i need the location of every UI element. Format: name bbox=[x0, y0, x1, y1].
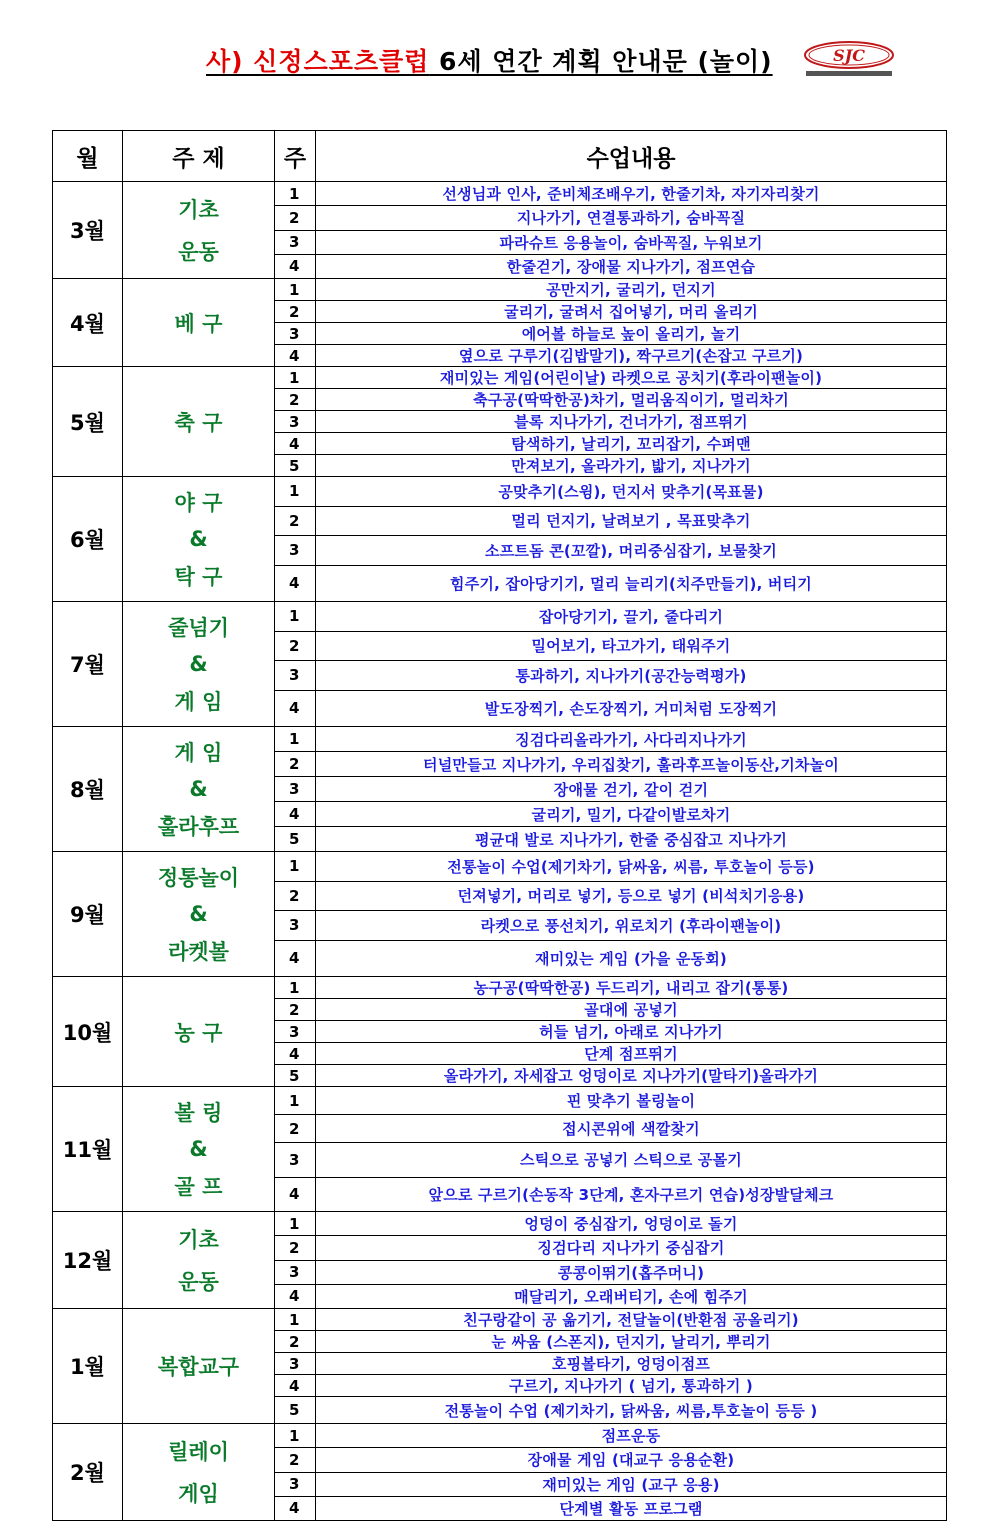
table-row bbox=[53, 602, 947, 632]
week-number: 4 bbox=[275, 1043, 316, 1065]
theme-cell bbox=[123, 182, 275, 279]
week-number: 3 bbox=[275, 911, 316, 941]
month-cell: 4월 bbox=[53, 279, 123, 367]
lesson-content: 골대에 공넣기 bbox=[316, 999, 947, 1021]
week-number: 5 bbox=[275, 827, 316, 852]
lesson-content: 터널만들고 지나가기, 우리집찾기, 훌라후프놀이동산,기차놀이 bbox=[316, 752, 947, 777]
theme-line: & bbox=[189, 1137, 208, 1161]
week-number: 3 bbox=[275, 1021, 316, 1043]
lesson-content: 농구공(딱딱한공) 두드리기, 내리고 잡기(통통) bbox=[316, 977, 947, 999]
lesson-content: 재미있는 게임 (가을 운동회) bbox=[316, 940, 947, 976]
lesson-content: 징검다리올라가기, 사다리지나가기 bbox=[316, 727, 947, 752]
theme-line: & bbox=[189, 902, 208, 926]
lesson-content: 소프트돔 콘(꼬깔), 머리중심잡기, 보물찾기 bbox=[316, 536, 947, 566]
theme-line: 탁 구 bbox=[174, 565, 223, 589]
theme-line: & bbox=[189, 777, 208, 801]
table-row bbox=[53, 477, 947, 507]
week-number: 3 bbox=[275, 661, 316, 691]
title-rest: 6세 연간 계획 안내문 (놀이) bbox=[429, 47, 773, 76]
lesson-content: 공만지기, 굴리기, 던지기 bbox=[316, 279, 947, 301]
week-number: 1 bbox=[275, 977, 316, 999]
month-cell: 9월 bbox=[53, 852, 123, 977]
lesson-content: 점프운동 bbox=[316, 1424, 947, 1448]
month-cell: 7월 bbox=[53, 602, 123, 727]
lesson-content: 단계별 활동 프로그램 bbox=[316, 1496, 947, 1520]
week-number: 3 bbox=[275, 1143, 316, 1177]
week-number: 2 bbox=[275, 206, 316, 230]
lesson-content: 선생님과 인사, 준비체조배우기, 한줄기차, 자기자리찾기 bbox=[316, 182, 947, 206]
lesson-content: 단계 점프뛰기 bbox=[316, 1043, 947, 1065]
theme-line: 골 프 bbox=[174, 1175, 223, 1199]
lesson-content: 징검다리 지나가기 중심잡기 bbox=[316, 1236, 947, 1260]
theme-cell bbox=[123, 1087, 275, 1212]
lesson-content: 매달리기, 오래버티기, 손에 힘주기 bbox=[316, 1284, 947, 1308]
lesson-content: 재미있는 게임(어린이날) 라켓으로 공치기(후라이팬놀이) bbox=[316, 367, 947, 389]
table-row bbox=[53, 852, 947, 882]
theme-line: 게임 bbox=[178, 1482, 219, 1506]
week-number: 2 bbox=[275, 999, 316, 1021]
week-number: 3 bbox=[275, 1353, 316, 1375]
theme-line: 릴레이 bbox=[168, 1440, 229, 1464]
lesson-content: 구르기, 지나가기 ( 넘기, 통과하기 ) bbox=[316, 1375, 947, 1397]
lesson-content: 핀 맞추기 볼링놀이 bbox=[316, 1087, 947, 1115]
lesson-content: 엉덩이 중심잡기, 엉덩이로 돌기 bbox=[316, 1212, 947, 1236]
week-number: 2 bbox=[275, 752, 316, 777]
lesson-content: 공맞추기(스윙), 던지서 맞추기(목표물) bbox=[316, 477, 947, 507]
week-number: 5 bbox=[275, 455, 316, 477]
lesson-content: 발도장찍기, 손도장찍기, 거미처럼 도장찍기 bbox=[316, 690, 947, 726]
week-number: 1 bbox=[275, 1212, 316, 1236]
week-number: 2 bbox=[275, 1331, 316, 1353]
lesson-content: 평균대 발로 지나가기, 한줄 중심잡고 지나가기 bbox=[316, 827, 947, 852]
lesson-content: 호핑볼타기, 엉덩이점프 bbox=[316, 1353, 947, 1375]
lesson-content: 파라슈트 응용놀이, 숨바꼭질, 누워보기 bbox=[316, 230, 947, 254]
theme-line: 복합교구 bbox=[157, 1355, 240, 1379]
week-number: 2 bbox=[275, 1236, 316, 1260]
theme-cell bbox=[123, 367, 275, 477]
lesson-content: 재미있는 게임 (교구 응용) bbox=[316, 1472, 947, 1496]
theme-line: 농 구 bbox=[174, 1020, 223, 1045]
org-name: 사) 신정스포츠클럽 bbox=[206, 47, 430, 76]
week-number: 2 bbox=[275, 1115, 316, 1143]
theme-cell bbox=[123, 727, 275, 852]
theme-line: & bbox=[189, 652, 208, 676]
month-cell: 6월 bbox=[53, 477, 123, 602]
lesson-content: 눈 싸움 (스폰지), 던지기, 날리기, 뿌리기 bbox=[316, 1331, 947, 1353]
week-number: 1 bbox=[275, 1309, 316, 1331]
theme-cell bbox=[123, 602, 275, 727]
week-number: 3 bbox=[275, 1260, 316, 1284]
week-number: 3 bbox=[275, 411, 316, 433]
lesson-content: 굴리기, 밀기, 다같이발로차기 bbox=[316, 802, 947, 827]
theme-line: 기초 bbox=[178, 198, 219, 222]
sjc-logo bbox=[800, 40, 898, 80]
theme-line: 기초 bbox=[178, 1228, 219, 1252]
table-row bbox=[53, 367, 947, 389]
table-row bbox=[53, 1087, 947, 1115]
week-number: 1 bbox=[275, 477, 316, 507]
week-number: 2 bbox=[275, 631, 316, 661]
lesson-content: 라켓으로 풍선치기, 위로치기 (후라이팬놀이) bbox=[316, 911, 947, 941]
week-number: 4 bbox=[275, 1375, 316, 1397]
month-cell: 5월 bbox=[53, 367, 123, 477]
theme-line: 볼 링 bbox=[174, 1101, 223, 1125]
month-cell: 10월 bbox=[53, 977, 123, 1087]
lesson-content: 허들 넘기, 아래로 지나가기 bbox=[316, 1021, 947, 1043]
month-cell: 12월 bbox=[53, 1212, 123, 1309]
week-number: 4 bbox=[275, 433, 316, 455]
lesson-content: 지나가기, 연결통과하기, 숨바꼭질 bbox=[316, 206, 947, 230]
theme-line: 정통놀이 bbox=[157, 866, 240, 890]
table-row bbox=[53, 977, 947, 999]
week-number: 2 bbox=[275, 301, 316, 323]
theme-line: 야 구 bbox=[174, 491, 223, 515]
month-cell: 1월 bbox=[53, 1309, 123, 1424]
lesson-content: 앞으로 구르기(손동작 3단계, 혼자구르기 연습)성장발달체크 bbox=[316, 1177, 947, 1211]
theme-line: 훌라후프 bbox=[157, 815, 240, 839]
week-number: 4 bbox=[275, 565, 316, 601]
header-content: 수업내용 bbox=[316, 131, 947, 182]
lesson-content: 잡아당기기, 끌기, 줄다리기 bbox=[316, 602, 947, 632]
week-number: 1 bbox=[275, 1087, 316, 1115]
week-number: 4 bbox=[275, 254, 316, 278]
week-number: 2 bbox=[275, 506, 316, 536]
week-number: 4 bbox=[275, 1284, 316, 1308]
week-number: 2 bbox=[275, 881, 316, 911]
lesson-content: 탐색하기, 날리기, 꼬리잡기, 수퍼맨 bbox=[316, 433, 947, 455]
theme-cell bbox=[123, 279, 275, 367]
week-number: 3 bbox=[275, 323, 316, 345]
theme-line: & bbox=[189, 527, 208, 551]
week-number: 3 bbox=[275, 230, 316, 254]
theme-cell bbox=[123, 1212, 275, 1309]
table-row bbox=[53, 279, 947, 301]
theme-line: 줄넘기 bbox=[168, 616, 229, 640]
week-number: 2 bbox=[275, 389, 316, 411]
lesson-content: 전통놀이 수업 (제기차기, 닭싸움, 씨름,투호놀이 등등 ) bbox=[316, 1397, 947, 1424]
lesson-content: 올라가기, 자세잡고 엉덩이로 지나가기(말타기)올라가기 bbox=[316, 1065, 947, 1087]
week-number: 1 bbox=[275, 1424, 316, 1448]
week-number: 4 bbox=[275, 345, 316, 367]
page-title bbox=[206, 42, 773, 78]
theme-cell bbox=[123, 1424, 275, 1521]
lesson-content: 만져보기, 올라가기, 밟기, 지나가기 bbox=[316, 455, 947, 477]
month-cell: 11월 bbox=[53, 1087, 123, 1212]
week-number: 3 bbox=[275, 777, 316, 802]
week-number: 1 bbox=[275, 279, 316, 301]
week-number: 4 bbox=[275, 802, 316, 827]
week-number: 1 bbox=[275, 367, 316, 389]
theme-cell bbox=[123, 852, 275, 977]
week-number: 4 bbox=[275, 1177, 316, 1211]
week-number: 4 bbox=[275, 690, 316, 726]
week-number: 2 bbox=[275, 1448, 316, 1472]
week-number: 1 bbox=[275, 182, 316, 206]
theme-line: 라켓볼 bbox=[168, 940, 229, 964]
table-row bbox=[53, 727, 947, 752]
theme-line: 게 임 bbox=[174, 741, 223, 765]
lesson-content: 접시콘위에 색깔찾기 bbox=[316, 1115, 947, 1143]
lesson-content: 통과하기, 지나가기(공간능력평가) bbox=[316, 661, 947, 691]
header-theme: 주 제 bbox=[123, 131, 275, 182]
header-month: 월 bbox=[53, 131, 123, 182]
week-number: 1 bbox=[275, 852, 316, 882]
week-number: 3 bbox=[275, 1472, 316, 1496]
lesson-content: 던져넣기, 머리로 넣기, 등으로 넣기 (비석치기응용) bbox=[316, 881, 947, 911]
theme-line: 운동 bbox=[178, 240, 219, 264]
lesson-content: 굴리기, 굴려서 집어넣기, 머리 올리기 bbox=[316, 301, 947, 323]
week-number: 1 bbox=[275, 727, 316, 752]
header-week: 주 bbox=[275, 131, 316, 182]
table-row bbox=[53, 1424, 947, 1448]
theme-line: 베 구 bbox=[174, 311, 223, 336]
lesson-content: 한줄걷기, 장애물 지나가기, 점프연습 bbox=[316, 254, 947, 278]
theme-cell bbox=[123, 477, 275, 602]
theme-line: 운동 bbox=[178, 1270, 219, 1294]
month-cell: 8월 bbox=[53, 727, 123, 852]
lesson-content: 전통놀이 수업(제기차기, 닭싸움, 씨름, 투호놀이 등등) bbox=[316, 852, 947, 882]
week-number: 5 bbox=[275, 1397, 316, 1424]
week-number: 1 bbox=[275, 602, 316, 632]
table-body bbox=[53, 182, 947, 1521]
theme-cell bbox=[123, 1309, 275, 1424]
table-row bbox=[53, 1212, 947, 1236]
theme-line: 게 임 bbox=[174, 690, 223, 714]
lesson-content: 콩콩이뛰기(홉주머니) bbox=[316, 1260, 947, 1284]
lesson-content: 옆으로 구루기(김밥말기), 짝구르기(손잡고 구르기) bbox=[316, 345, 947, 367]
month-cell: 2월 bbox=[53, 1424, 123, 1521]
month-cell: 3월 bbox=[53, 182, 123, 279]
week-number: 4 bbox=[275, 940, 316, 976]
table-row bbox=[53, 1309, 947, 1331]
lesson-content: 친구랑같이 공 옮기기, 전달놀이(반환점 공올리기) bbox=[316, 1309, 947, 1331]
header-row bbox=[53, 131, 947, 182]
theme-cell bbox=[123, 977, 275, 1087]
lesson-content: 블록 지나가기, 건너가기, 점프뛰기 bbox=[316, 411, 947, 433]
lesson-content: 힘주기, 잡아당기기, 멀리 늘리기(치주만들기), 버티기 bbox=[316, 565, 947, 601]
lesson-content: 멀리 던지기, 날려보기 , 목표맞추기 bbox=[316, 506, 947, 536]
logo-text: SJC bbox=[833, 46, 865, 65]
week-number: 4 bbox=[275, 1496, 316, 1520]
theme-line: 축 구 bbox=[174, 410, 223, 435]
table-row bbox=[53, 182, 947, 206]
week-number: 5 bbox=[275, 1065, 316, 1087]
lesson-content: 장애물 걷기, 같이 걷기 bbox=[316, 777, 947, 802]
lesson-content: 스틱으로 공넣기 스틱으로 공몰기 bbox=[316, 1143, 947, 1177]
lesson-content: 밀어보기, 타고가기, 태워주기 bbox=[316, 631, 947, 661]
lesson-content: 축구공(딱딱한공)차기, 멀리움직이기, 멀리차기 bbox=[316, 389, 947, 411]
week-number: 3 bbox=[275, 536, 316, 566]
title-area bbox=[0, 40, 992, 80]
lesson-content: 장애물 게임 (대교구 응용순환) bbox=[316, 1448, 947, 1472]
annual-plan-table bbox=[52, 130, 947, 1521]
lesson-content: 에어볼 하늘로 높이 올리기, 놀기 bbox=[316, 323, 947, 345]
